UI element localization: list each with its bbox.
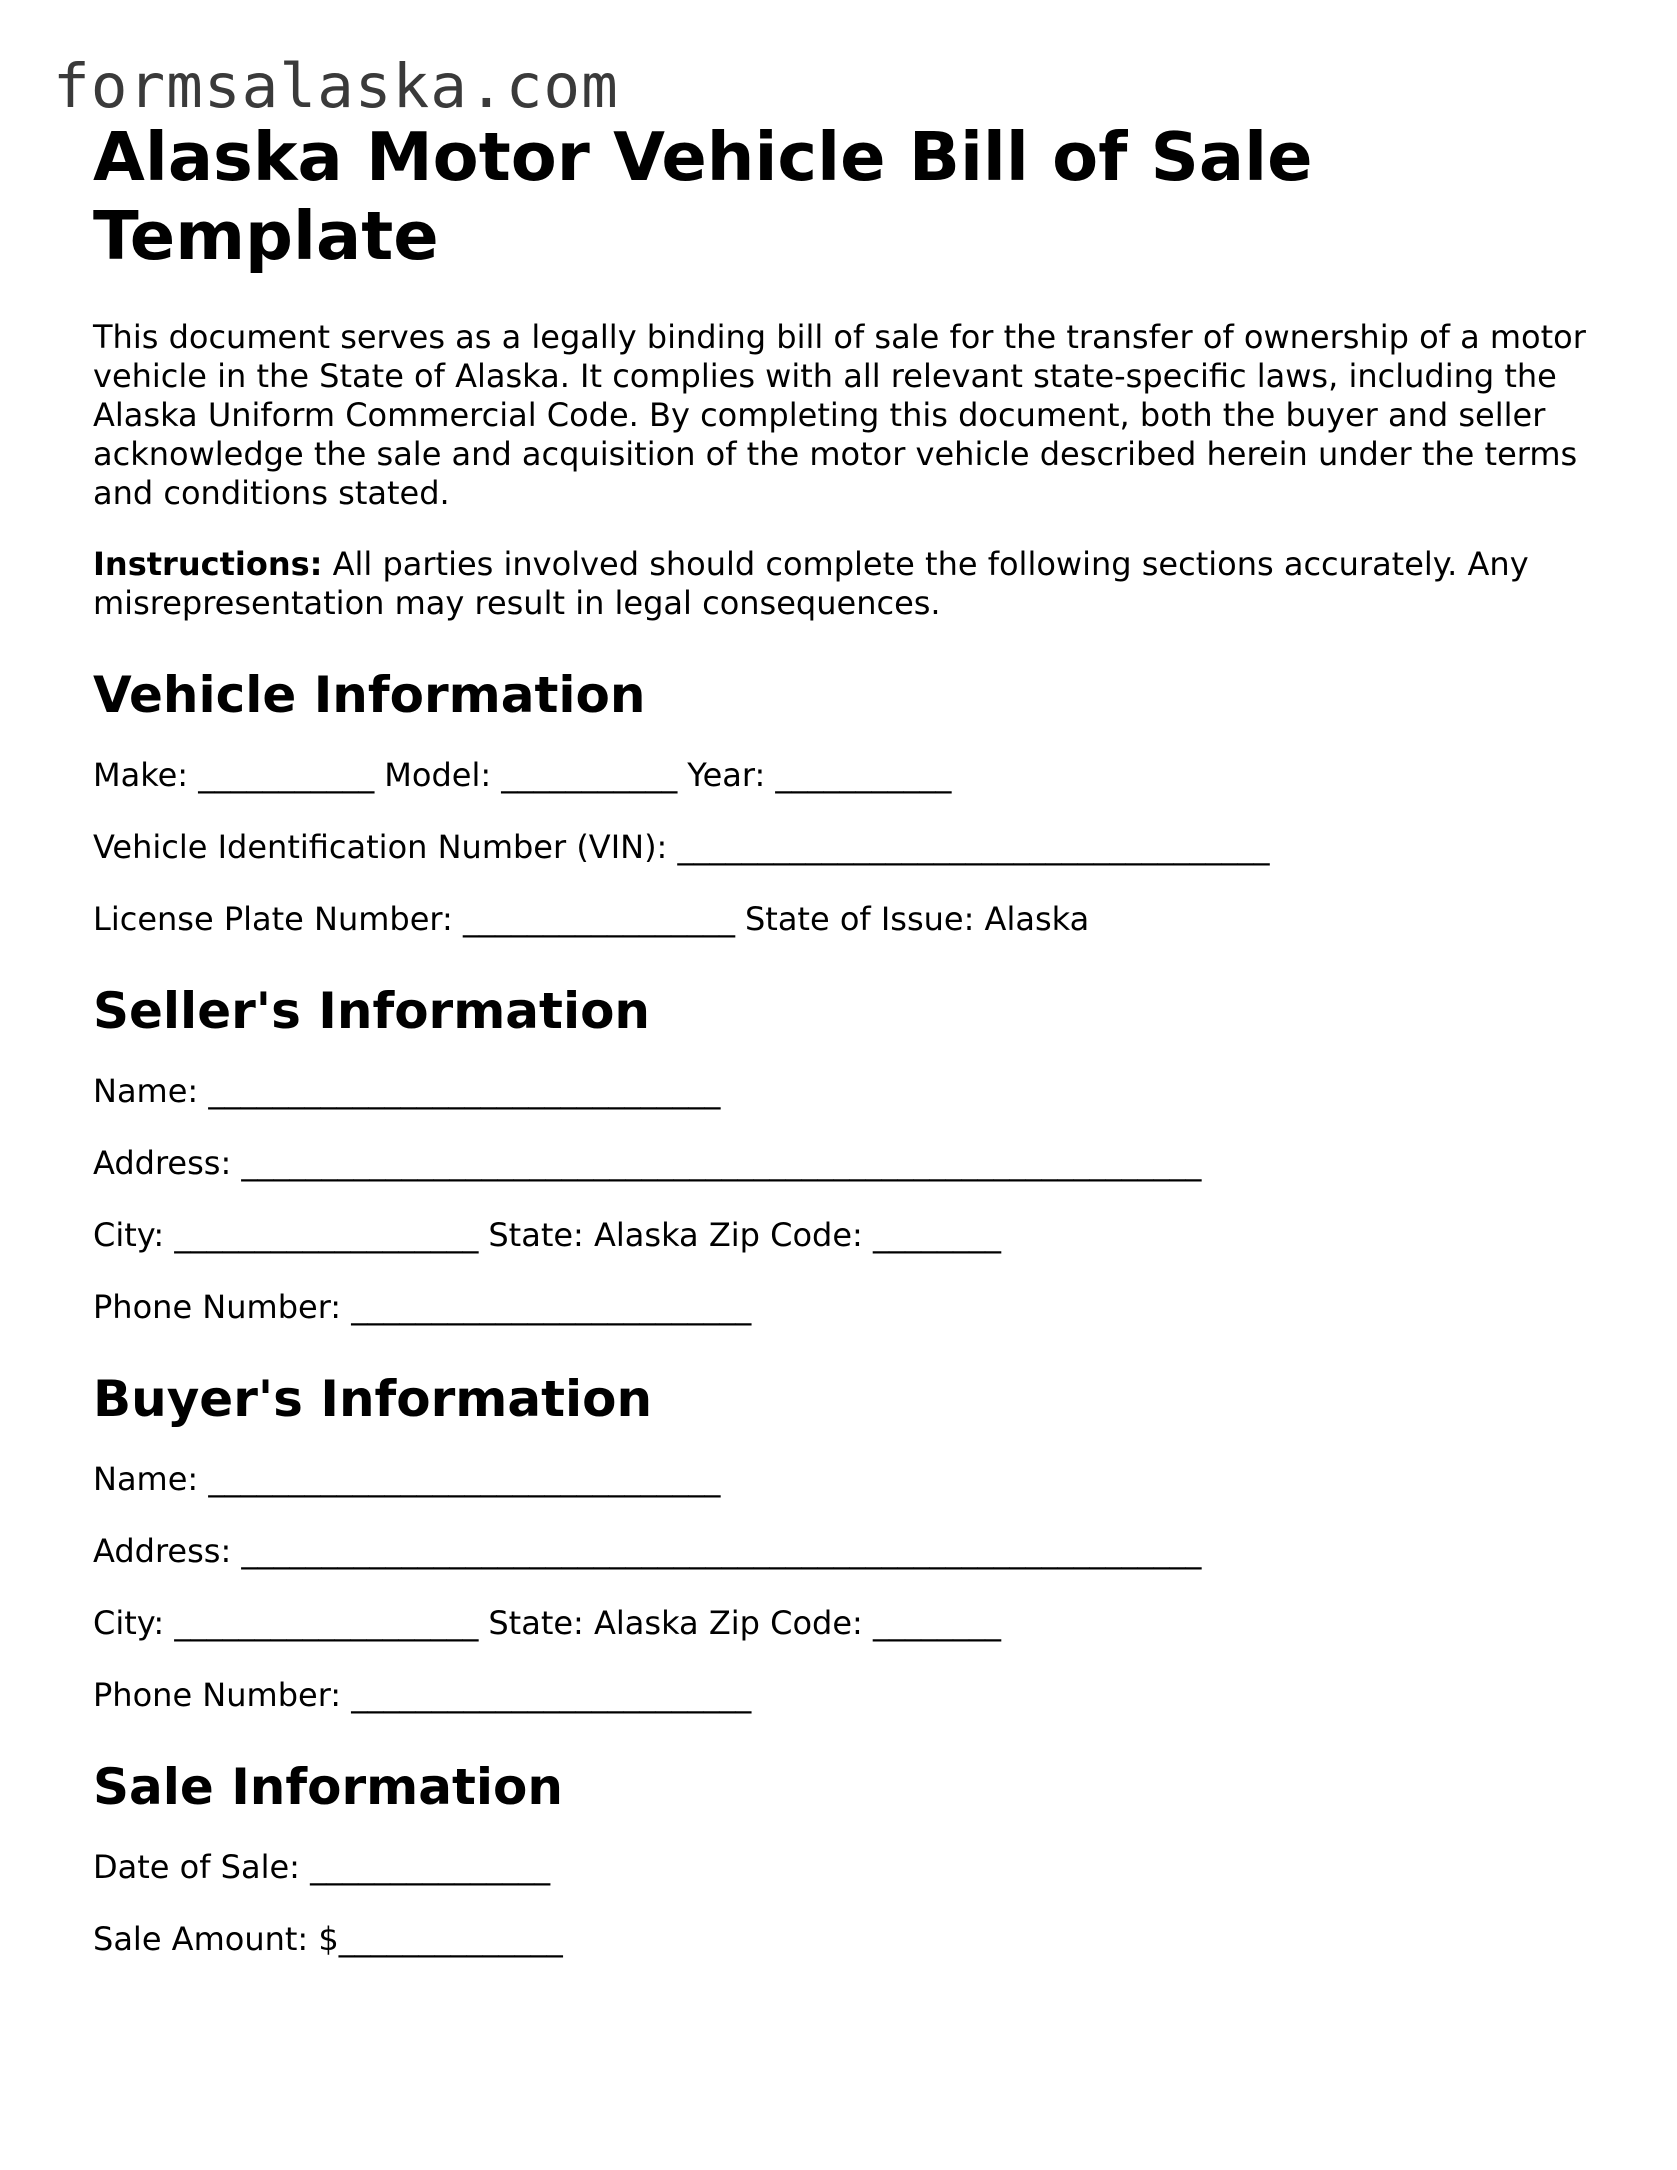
buyer-phone-field[interactable]: Phone Number: _________________________ bbox=[93, 1676, 752, 1714]
intro-paragraph: This document serves as a legally binding bill of sale for the transfer of ownership of a motor vehicle in the State of Alaska. It complies with all relevant state-specific laws, including the Alaska Uniform Commercial Code. By completing this document, both the buyer and seller acknowledge the sale and acquisition of the motor vehicle described herein under the terms and conditions stated. bbox=[93, 318, 1586, 512]
site-watermark: formsalaska.com bbox=[53, 51, 619, 122]
vin-field[interactable]: Vehicle Identification Number (VIN): _____________________________________ bbox=[93, 828, 1270, 866]
seller-address-field[interactable]: Address: ____________________________________________________________ bbox=[93, 1144, 1202, 1182]
buyer-name-row bbox=[93, 1459, 1593, 1499]
document-title: Alaska Motor Vehicle Bill of Sale Template bbox=[93, 118, 1313, 275]
buyer-name-field[interactable]: Name: ________________________________ bbox=[93, 1460, 721, 1498]
instructions-text: All parties involved should complete the following sections accurately. Any misrepresentation may result in legal consequences. bbox=[93, 545, 1529, 622]
seller-phone-row bbox=[93, 1287, 1593, 1327]
make-field[interactable]: Make: ___________ bbox=[93, 756, 375, 794]
license-plate-field[interactable]: License Plate Number: _________________ bbox=[93, 900, 735, 938]
vin-row bbox=[93, 827, 1593, 867]
buyer-phone-row bbox=[93, 1675, 1593, 1715]
date-of-sale-field[interactable]: Date of Sale: _______________ bbox=[93, 1848, 551, 1886]
sale-heading: Sale Information bbox=[93, 1758, 563, 1816]
instructions-label: Instructions: bbox=[93, 545, 323, 583]
buyer-state-text: State: Alaska bbox=[488, 1604, 699, 1642]
seller-phone-field[interactable]: Phone Number: _________________________ bbox=[93, 1288, 752, 1326]
model-field[interactable]: Model: ___________ bbox=[384, 756, 678, 794]
buyer-address-row bbox=[93, 1531, 1593, 1571]
seller-heading: Seller's Information bbox=[93, 982, 651, 1040]
seller-city-field[interactable]: City: ___________________ bbox=[93, 1216, 479, 1254]
sale-section bbox=[93, 1757, 1593, 1959]
seller-city-row bbox=[93, 1215, 1593, 1255]
sale-date-row bbox=[93, 1847, 1593, 1887]
buyer-heading: Buyer's Information bbox=[93, 1370, 653, 1428]
seller-state-text: State: Alaska bbox=[488, 1216, 699, 1254]
buyer-address-field[interactable]: Address: ____________________________________________________________ bbox=[93, 1532, 1202, 1570]
buyer-city-row bbox=[93, 1603, 1593, 1643]
instructions-paragraph bbox=[93, 545, 1593, 623]
buyer-city-field[interactable]: City: ___________________ bbox=[93, 1604, 479, 1642]
year-field[interactable]: Year: ___________ bbox=[687, 756, 952, 794]
buyer-zip-field[interactable]: Zip Code: ________ bbox=[708, 1604, 1001, 1642]
plate-row bbox=[93, 899, 1593, 939]
sale-amount-row bbox=[93, 1919, 1593, 1959]
sale-amount-field[interactable]: Sale Amount: $______________ bbox=[93, 1920, 563, 1958]
vehicle-heading: Vehicle Information bbox=[93, 666, 646, 724]
seller-address-row bbox=[93, 1143, 1593, 1183]
seller-name-row bbox=[93, 1071, 1593, 1111]
document-page bbox=[93, 118, 1593, 1959]
seller-section bbox=[93, 981, 1593, 1327]
vehicle-make-model-year-row bbox=[93, 755, 1593, 795]
state-of-issue-text: State of Issue: Alaska bbox=[744, 900, 1090, 938]
seller-name-field[interactable]: Name: ________________________________ bbox=[93, 1072, 721, 1110]
buyer-section bbox=[93, 1369, 1593, 1715]
seller-zip-field[interactable]: Zip Code: ________ bbox=[708, 1216, 1001, 1254]
vehicle-section bbox=[93, 665, 1593, 939]
